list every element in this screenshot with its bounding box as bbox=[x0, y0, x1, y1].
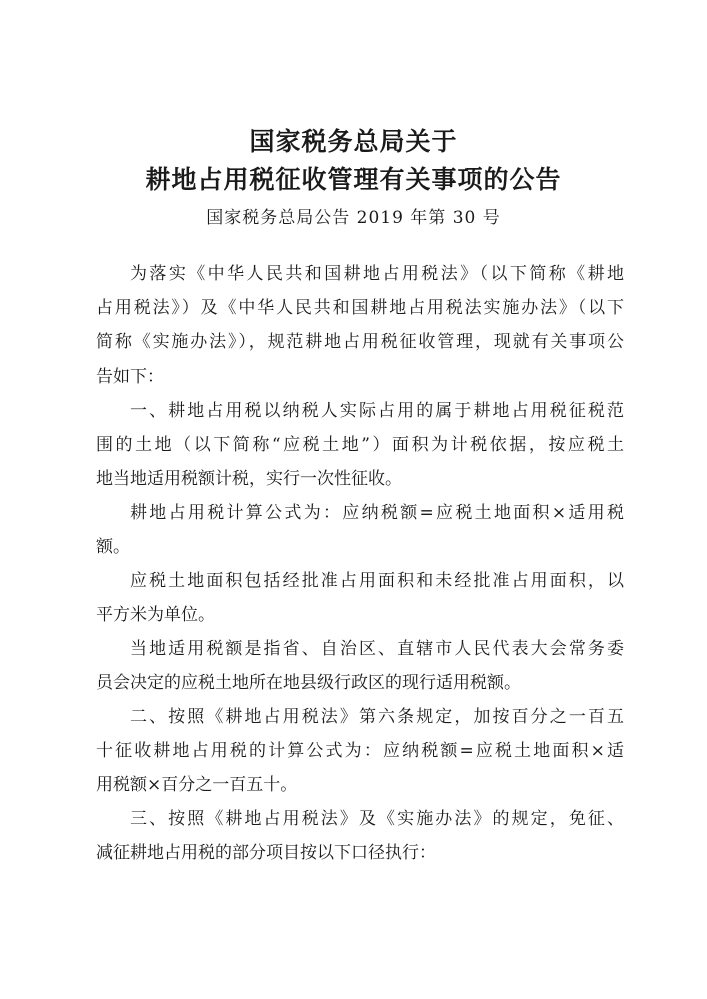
document-number: 国家税务总局公告 2019 年第 30 号 bbox=[206, 208, 501, 228]
paragraph-7-line-2: 减征耕地占用税的部分项目按以下口径执行： bbox=[96, 843, 436, 863]
paragraph-6-line-3: 用税额×百分之一百五十。 bbox=[96, 775, 298, 795]
paragraph-3-line-1: 耕地占用税计算公式为：应纳税额=应税土地面积×适用税 bbox=[130, 503, 624, 523]
paragraph-2-line-1: 一、耕地占用税以纳税人实际占用的属于耕地占用税征税范 bbox=[130, 401, 624, 421]
document-title-line-2: 耕地占用税征收管理有关事项的公告 bbox=[145, 165, 562, 194]
paragraph-6-line-1: 二、按照《耕地占用税法》第六条规定，加按百分之一百五 bbox=[130, 707, 624, 727]
paragraph-1-line-3: 简称《实施办法》），规范耕地占用税征收管理，现就有关事项公 bbox=[96, 332, 624, 352]
paragraph-5-line-2: 员会决定的应税土地所在地县级行政区的现行适用税额。 bbox=[96, 673, 521, 693]
paragraph-7-line-1: 三、按照《耕地占用税法》及《实施办法》的规定，免征、 bbox=[130, 809, 624, 829]
document-title-line-1: 国家税务总局关于 bbox=[249, 127, 458, 156]
paragraph-3-line-2: 额。 bbox=[96, 537, 130, 557]
paragraph-1-line-2: 占用税法》）及《中华人民共和国耕地占用税法实施办法》（以下 bbox=[96, 298, 624, 318]
paragraph-4-line-1: 应税土地面积包括经批准占用面积和未经批准占用面积，以 bbox=[130, 571, 624, 591]
paragraph-6-line-2: 十征收耕地占用税的计算公式为：应纳税额=应税土地面积×适 bbox=[96, 741, 624, 761]
paragraph-1-line-1: 为落实《中华人民共和国耕地占用税法》（以下简称《耕地 bbox=[130, 264, 624, 284]
paragraph-2-line-2: 围的土地（以下简称“应税土地”）面积为计税依据，按应税土 bbox=[96, 435, 624, 455]
paragraph-5-line-1: 当地适用税额是指省、自治区、直辖市人民代表大会常务委 bbox=[130, 639, 624, 659]
paragraph-1-line-4: 告如下： bbox=[96, 367, 164, 387]
paragraph-4-line-2: 平方米为单位。 bbox=[96, 605, 215, 625]
paragraph-2-line-3: 地当地适用税额计税，实行一次性征收。 bbox=[96, 469, 402, 489]
